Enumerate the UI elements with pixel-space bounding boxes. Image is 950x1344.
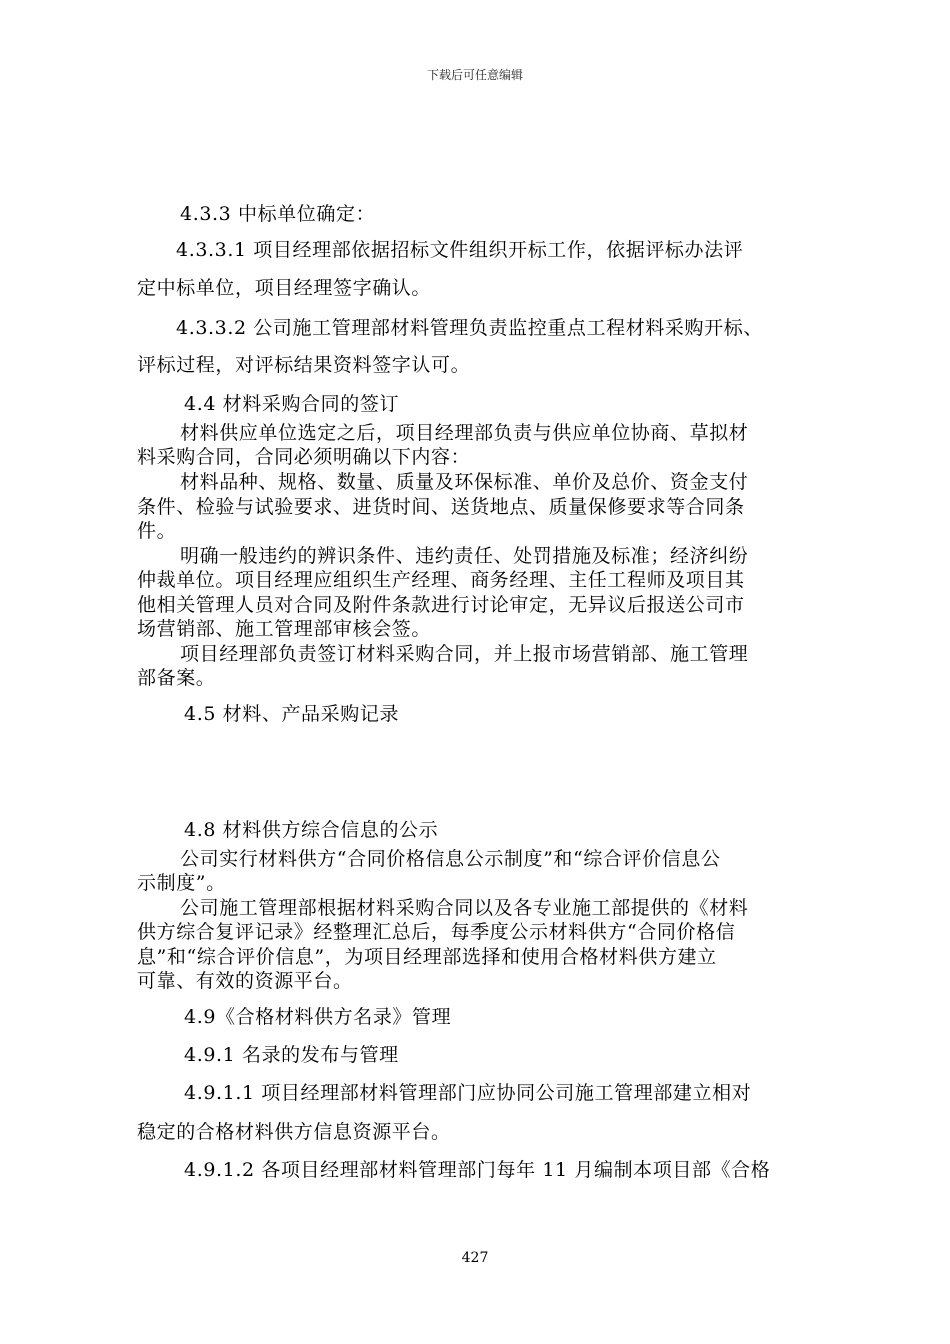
- paragraph-line: 件。: [137, 520, 177, 542]
- paragraph-line: 料采购合同，合同必须明确以下内容：: [137, 446, 471, 468]
- paragraph-line: 项目经理部负责签订材料采购合同，并上报市场营销部、施工管理: [180, 643, 749, 665]
- section-4-5-heading: 4.5 材料、产品采购记录: [184, 703, 400, 725]
- paragraph-line: 仲裁单位。项目经理应组织生产经理、商务经理、主任工程师及项目其: [137, 569, 745, 591]
- paragraph-line: 公司施工管理部根据材料采购合同以及各专业施工部提供的《材料: [180, 897, 749, 919]
- para-4-3-3-1-line: 4.3.3.1 项目经理部依据招标文件组织开标工作，依据评标办法评: [176, 239, 744, 261]
- paragraph-line: 条件、检验与试验要求、进货时间、送货地点、质量保修要求等合同条: [137, 496, 745, 518]
- page-number: 427: [461, 1250, 489, 1266]
- paragraph-line: 供方综合复评记录》经整理汇总后，每季度公示材料供方“合同价格信: [137, 921, 736, 943]
- para-4-3-3-2-line: 4.3.3.2 公司施工管理部材料管理负责监控重点工程材料采购开标、: [176, 317, 763, 339]
- paragraph-line: 部备案。: [137, 667, 216, 689]
- section-4-8-heading: 4.8 材料供方综合信息的公示: [184, 819, 439, 841]
- para-4-3-3-1-line: 定中标单位，项目经理签字确认。: [137, 277, 432, 299]
- paragraph-line: 他相关管理人员对合同及附件条款进行讨论审定，无异议后报送公司市: [137, 594, 745, 616]
- section-4-4-heading: 4.4 材料采购合同的签订: [184, 393, 400, 415]
- para-4-9-1-1-line: 稳定的合格材料供方信息资源平台。: [137, 1121, 451, 1143]
- para-4-3-3-2-line: 评标过程，对评标结果资料签字认可。: [137, 354, 471, 376]
- section-4-9-1-heading: 4.9.1 名录的发布与管理: [184, 1044, 399, 1066]
- section-4-3-3-heading: 4.3.3 中标单位确定：: [180, 203, 376, 225]
- paragraph-line: 可靠、有效的资源平台。: [137, 970, 353, 992]
- section-4-9-heading: 4.9《合格材料供方名录》管理: [184, 1006, 452, 1028]
- page-header: 下载后可任意编辑: [426, 68, 523, 82]
- paragraph-line: 场营销部、施工管理部审核会签。: [137, 618, 432, 640]
- paragraph-line: 明确一般违约的辨识条件、违约责任、处罚措施及标准；经济纠纷: [180, 545, 749, 567]
- paragraph-line: 公司实行材料供方“合同价格信息公示制度”和“综合评价信息公: [180, 848, 721, 870]
- paragraph-line: 示制度”。: [137, 872, 226, 894]
- paragraph-line: 材料品种、规格、数量、质量及环保标准、单价及总价、资金支付: [180, 471, 749, 493]
- paragraph-line: 息”和“综合评价信息”，为项目经理部选择和使用合格材料供方建立: [137, 946, 717, 968]
- para-4-9-1-1-line: 4.9.1.1 项目经理部材料管理部门应协同公司施工管理部建立相对: [184, 1082, 752, 1104]
- paragraph-line: 材料供应单位选定之后，项目经理部负责与供应单位协商、草拟材: [180, 422, 749, 444]
- para-4-9-1-2-line: 4.9.1.2 各项目经理部材料管理部门每年 11 月编制本项目部《合格: [184, 1159, 771, 1181]
